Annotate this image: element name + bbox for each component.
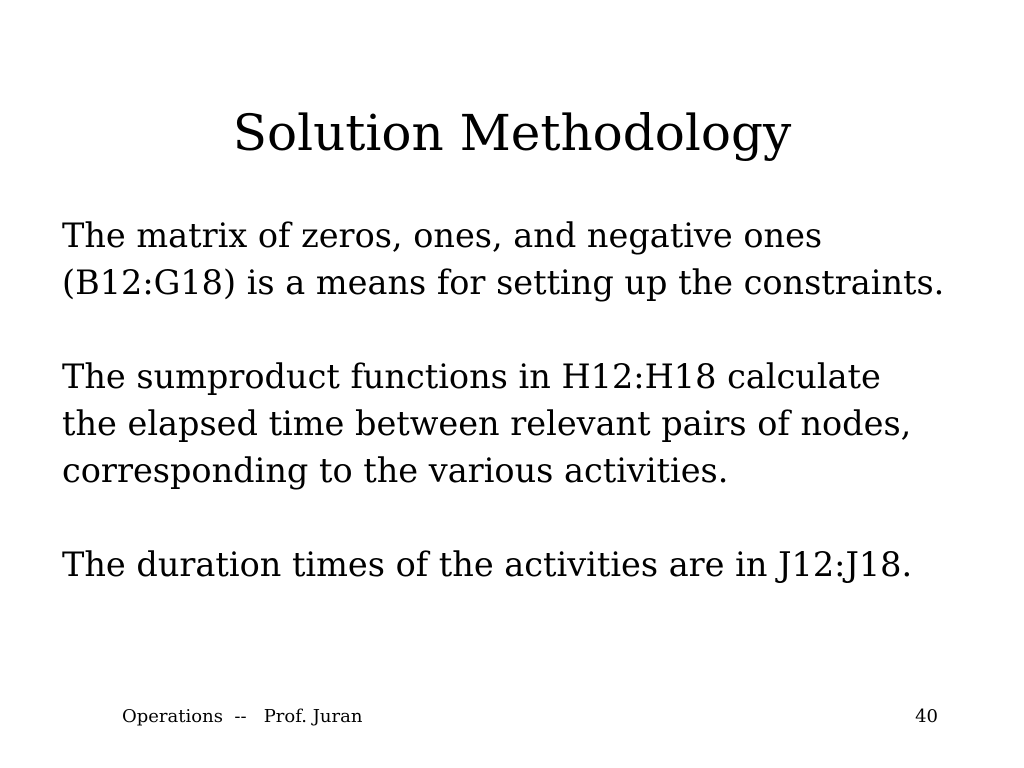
slide-title: Solution Methodology: [232, 104, 792, 162]
body-line: (B12:G18) is a means for setting up the constraints.: [62, 263, 945, 302]
body-line: The matrix of zeros, ones, and negative ones: [62, 216, 823, 255]
paragraph-duration: [62, 541, 1002, 588]
body-line: the elapsed time between relevant pairs of nodes,: [62, 404, 912, 443]
paragraph-matrix: [62, 212, 1002, 306]
body-line: corresponding to the various activities.: [62, 451, 729, 490]
body-line: The duration times of the activities are in J12:J18.: [62, 545, 913, 584]
slide-body: [62, 212, 1002, 635]
body-line: The sumproduct functions in H12:H18 calculate: [62, 357, 881, 396]
paragraph-sumproduct: [62, 353, 1002, 494]
footer-page-number: 40: [915, 706, 938, 727]
footer-course-label: Operations -- Prof. Juran: [122, 706, 363, 727]
